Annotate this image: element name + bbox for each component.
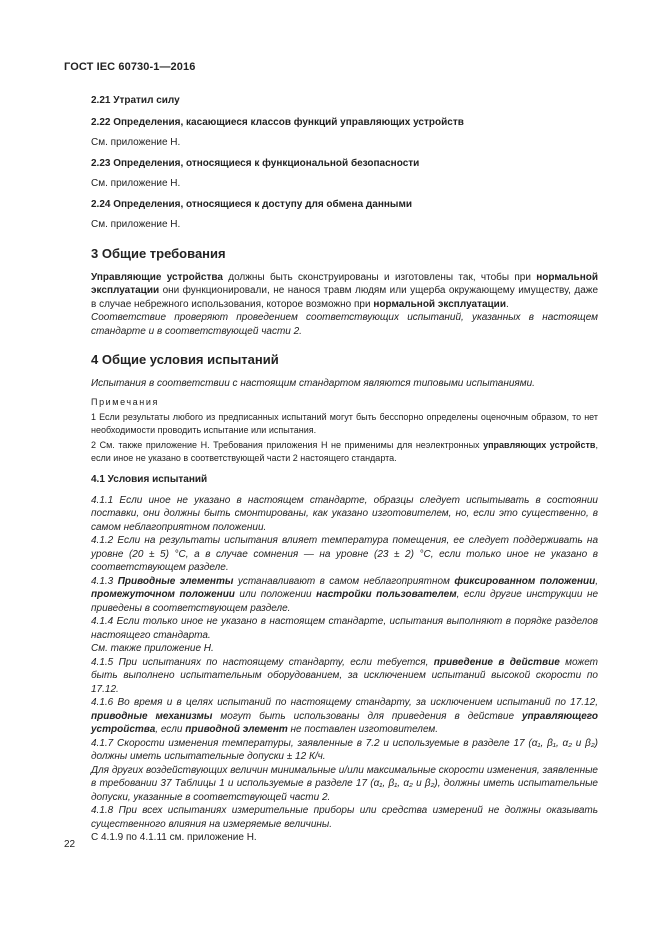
clause-4-1-1: 4.1.1 Если иное не указано в настоящем стандарте, образцы следует испытывать в состоянии поставки, они должны быть смонтированы, как указано изготовителем, но, если это существенно, в самом неблагоприятном положении. <box>91 494 598 533</box>
section-2-23-body: См. приложение Н. <box>91 178 181 189</box>
term-normal-use: нормальной эксплуатации <box>373 298 506 310</box>
section-2-22-body: См. приложение Н. <box>91 137 181 148</box>
page-number: 22 <box>64 839 76 850</box>
text-run: . <box>505 298 509 310</box>
term: настройки пользователем <box>316 589 457 600</box>
text-run: , если другие инструкции не приведены в соответствующем разделе. <box>91 589 599 614</box>
section-2-24-title: 2.24 Определения, относящиеся к доступу для обмена данными <box>91 198 412 210</box>
clause-4-1-7-other: Для других воздействующих величин минимальные и/или максимальные скорости изменения, заявленные в требовании 37 Таблицы 1 и используемые в разделе 17 (α₁, β₁, α₂ и β₂), должны иметь испытательные допуски, указанные в соответствующей части 2. <box>91 764 598 803</box>
page-content <box>91 94 598 845</box>
term: приведение в действие <box>433 656 560 668</box>
clause-4-1-2: 4.1.2 Если на результаты испытания влияет температура помещения, ее следует поддерживать на уровне (20 ± 5) °С, а в случае сомнения — на уровне (23 ± 2) °С, если только иное не указано в соответствующем разделе. <box>91 535 598 573</box>
section-2-21: 2.21 Утратил силу <box>91 95 180 106</box>
section-4-paragraph: Испытания в соответствии с настоящим стандартом являются типовыми испытаниями. <box>91 378 535 389</box>
clause-4-1-3 <box>91 575 598 616</box>
clause-4-1-4: 4.1.4 Если только иное не указано в настоящем стандарте, испытания выполняют в порядке разделов настоящего стандарта. <box>91 616 598 641</box>
note-2 <box>91 439 598 464</box>
text-run: 4.1.3 <box>91 575 118 587</box>
term: управляющего устройства <box>91 710 598 735</box>
section-3-paragraph <box>91 271 598 312</box>
text-run: 4.1.5 При испытаниях по настоящему стандарту, если тебуется, <box>91 656 434 668</box>
text-run: или положении <box>234 589 317 600</box>
clause-4-1-8: 4.1.8 При всех испытаниях измерительные приборы или средства измерений не должны оказывать существенного влияния на измеряемые величины. <box>91 805 598 830</box>
term-controls: управляющих устройств <box>483 440 596 450</box>
note-1: 1 Если результаты любого из предписанных испытаний могут быть бесспорно определены оценочным образом, то нет необходимости проводить испытание или испытания. <box>91 412 598 435</box>
term-normal-use: нормальной эксплуатации <box>91 271 598 296</box>
text-run: они функционировали, не нанося травм людям или ущерба окружающему имуществу, даже в случае небрежного использования, которое возможно при <box>91 285 598 310</box>
term: промежуточном положении <box>91 589 235 600</box>
section-4-1-heading: 4.1 Условия испытаний <box>91 474 208 485</box>
term: фиксированном положении <box>454 575 596 587</box>
document-header: ГОСТ IEC 60730-1—2016 <box>64 61 196 73</box>
section-4-heading: 4 Общие условия испытаний <box>91 352 279 367</box>
term: приводные механизмы <box>91 710 213 722</box>
section-3-heading: 3 Общие требования <box>91 245 226 261</box>
term: Приводные элементы <box>117 575 234 587</box>
text-run: , если иное не указано в соответствующей части 2 настоящего стандарта. <box>91 440 598 463</box>
text-run: 2 См. также приложение Н. Требования приложения Н не применимы для неэлектронных <box>91 440 484 450</box>
text-run: может быть выполнено испытательным оборудованием, за исключением испытаний высокой скорости по 17.12. <box>91 656 598 695</box>
text-run: устанавливают в самом неблагоприятном <box>233 575 455 587</box>
clause-4-1-7: 4.1.7 Скорости изменения температуры, заявленные в 7.2 и используемые в разделе 17 (α₁, β₁, α₂ и β₂) должны иметь испытательные допуски ± 12 К/ч. <box>91 737 598 762</box>
term: приводной элемент <box>185 724 288 735</box>
clause-4-1-6 <box>91 696 598 737</box>
notes-title: Примечания <box>91 396 159 407</box>
section-3-compliance: Соответствие проверяют проведением соответствующих испытаний, указанных в настоящем стандарте и в соответствующей части 2. <box>91 312 598 337</box>
section-2-23-title: 2.23 Определения, относящиеся к функциональной безопасности <box>91 157 420 169</box>
section-2-22-title: 2.22 Определения, касающиеся классов функций управляющих устройств <box>91 116 464 128</box>
clause-4-1-9-11: С 4.1.9 по 4.1.11 см. приложение Н. <box>91 832 257 843</box>
text-run: могут быть использованы для приведения в действие <box>212 710 522 722</box>
text-run: , если <box>155 724 186 735</box>
text-run: , <box>595 575 598 587</box>
term-controls: Управляющие устройства <box>91 271 223 283</box>
text-run: должны быть сконструированы и изготовлены так, чтобы при <box>222 271 537 283</box>
clause-4-1-5 <box>91 656 598 697</box>
text-run: 4.1.6 Во время и в целях испытаний по настоящему стандарту, за исключением испытаний по 17.12, <box>91 697 598 708</box>
text-run: не поставлен изготовителем. <box>287 724 439 735</box>
clause-4-1-4-see-also: См. также приложение Н. <box>91 643 214 654</box>
section-2-24-body: См. приложение Н. <box>91 219 181 230</box>
